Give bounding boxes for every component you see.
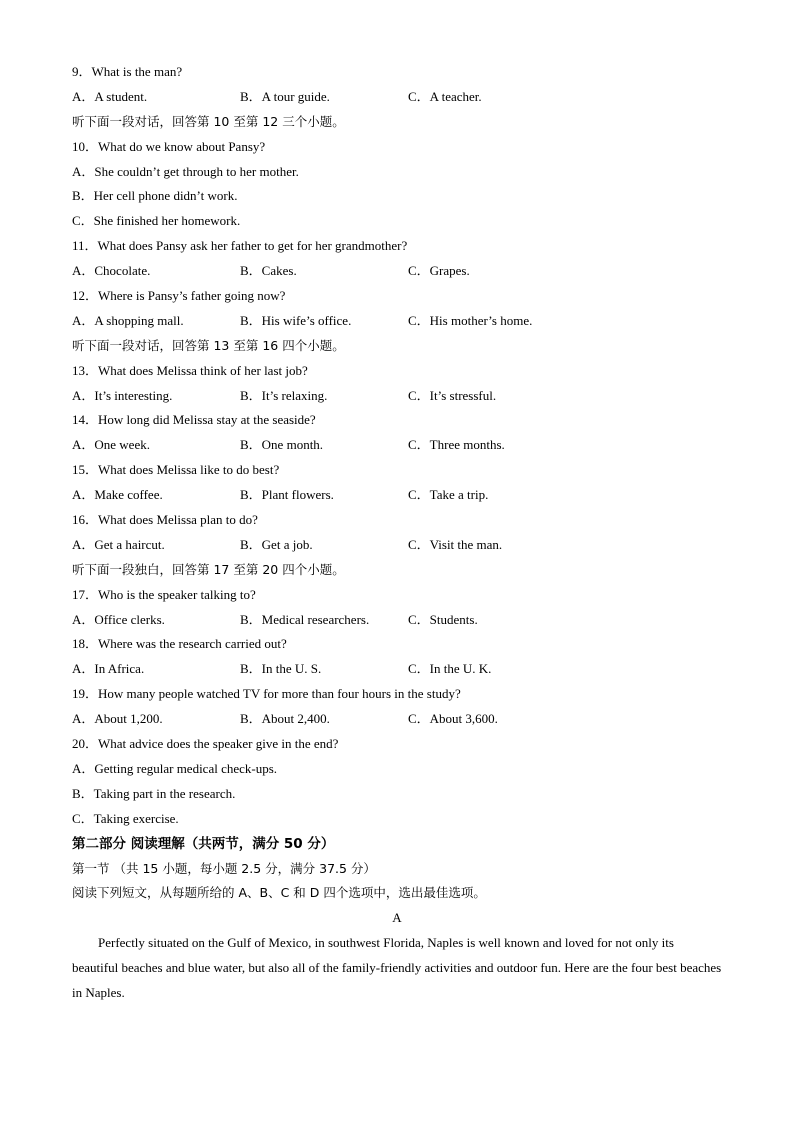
passage-text: Perfectly situated on the Gulf of Mexico, in southwest Florida, Naples is well known and loved for not only its beautiful beaches and blue water, but also all of the family-friendly activities and outdoor fun. Here are the four best beaches in Naples. (72, 935, 722, 1000)
option-b: B．One month. (240, 437, 324, 453)
question-16-options (72, 533, 722, 558)
option-b: B．About 2,400. (240, 711, 330, 727)
exam-page (72, 60, 722, 1006)
option-c: C．His mother’s home. (408, 312, 533, 328)
option-b: B．Get a job. (240, 536, 313, 552)
question-15-stem: 15．What does Melissa like to do best? (72, 462, 280, 478)
question-17-stem: 17．Who is the speaker talking to? (72, 586, 256, 602)
question-10-option-a: A．She couldn’t get through to her mother. (72, 163, 299, 179)
option-c: C．Three months. (408, 437, 505, 453)
question-15-options (72, 483, 722, 508)
option-a: A．Chocolate. (72, 263, 151, 279)
option-b: B．It’s relaxing. (240, 387, 328, 403)
option-a: A．A student. (72, 88, 148, 104)
question-19-stem: 19．How many people watched TV for more than four hours in the study? (72, 686, 461, 702)
question-13-stem: 13．What does Melissa think of her last job? (72, 362, 308, 378)
option-b: B．Medical researchers. (240, 611, 370, 627)
question-12-options (72, 309, 722, 334)
option-c: C．Grapes. (408, 263, 470, 279)
question-10-option-c: C．She finished her homework. (72, 213, 241, 229)
question-19-options (72, 707, 722, 732)
option-c: C．It’s stressful. (408, 387, 497, 403)
question-9-options (72, 85, 722, 110)
question-10-stem: 10．What do we know about Pansy? (72, 138, 266, 154)
section-1-heading: 第一节 （共 15 小题，每小题 2.5 分，满分 37.5 分） (72, 860, 376, 876)
question-10-option-b: B．Her cell phone didn’t work. (72, 188, 238, 204)
option-b: B．In the U. S. (240, 661, 322, 677)
question-13-options (72, 384, 722, 409)
reading-instruction: 阅读下列短文，从每题所给的 A、B、C 和 D 四个选项中，选出最佳选项。 (72, 885, 486, 901)
option-a: A．Office clerks. (72, 611, 165, 627)
option-c: C．A teacher. (408, 88, 482, 104)
question-14-stem: 14．How long did Melissa stay at the seaside? (72, 412, 316, 428)
question-20-option-a: A．Getting regular medical check-ups. (72, 760, 278, 776)
option-a: A．It’s interesting. (72, 387, 173, 403)
part-2-title: 第二部分 阅读理解（共两节，满分 50 分） (72, 835, 335, 852)
option-c: C．About 3,600. (408, 711, 498, 727)
question-17-options (72, 608, 722, 633)
option-c: C．Take a trip. (408, 487, 489, 503)
question-20-stem: 20．What advice does the speaker give in the end? (72, 736, 339, 752)
option-a: A．Get a haircut. (72, 536, 165, 552)
option-b: B．Plant flowers. (240, 487, 334, 503)
option-c: C．In the U. K. (408, 661, 492, 677)
question-18-stem: 18．Where was the research carried out? (72, 636, 287, 652)
instruction-13-16: 听下面一段对话，回答第 13 至第 16 四个小题。 (72, 337, 345, 353)
option-a: A．Make coffee. (72, 487, 163, 503)
question-12-stem: 12．Where is Pansy’s father going now? (72, 288, 286, 304)
option-a: A．In Africa. (72, 661, 145, 677)
option-b: B．A tour guide. (240, 88, 330, 104)
question-9-stem: 9．What is the man? (72, 64, 183, 79)
option-b: B．Cakes. (240, 263, 297, 279)
option-c: C．Visit the man. (408, 536, 503, 552)
question-16-stem: 16．What does Melissa plan to do? (72, 512, 258, 528)
option-a: A．One week. (72, 437, 150, 453)
option-a: A．A shopping mall. (72, 312, 184, 328)
option-a: A．About 1,200. (72, 711, 163, 727)
question-18-options (72, 657, 722, 682)
passage-label: A (392, 910, 402, 926)
option-b: B．His wife’s office. (240, 312, 352, 328)
instruction-17-20: 听下面一段独白，回答第 17 至第 20 四个小题。 (72, 561, 345, 577)
question-14-options (72, 433, 722, 458)
instruction-10-12: 听下面一段对话，回答第 10 至第 12 三个小题。 (72, 113, 345, 129)
option-c: C．Students. (408, 611, 478, 627)
question-20-option-c: C．Taking exercise. (72, 810, 179, 826)
question-11-options (72, 259, 722, 284)
question-11-stem: 11．What does Pansy ask her father to get for her grandmother? (72, 238, 408, 254)
question-20-option-b: B．Taking part in the research. (72, 785, 236, 801)
